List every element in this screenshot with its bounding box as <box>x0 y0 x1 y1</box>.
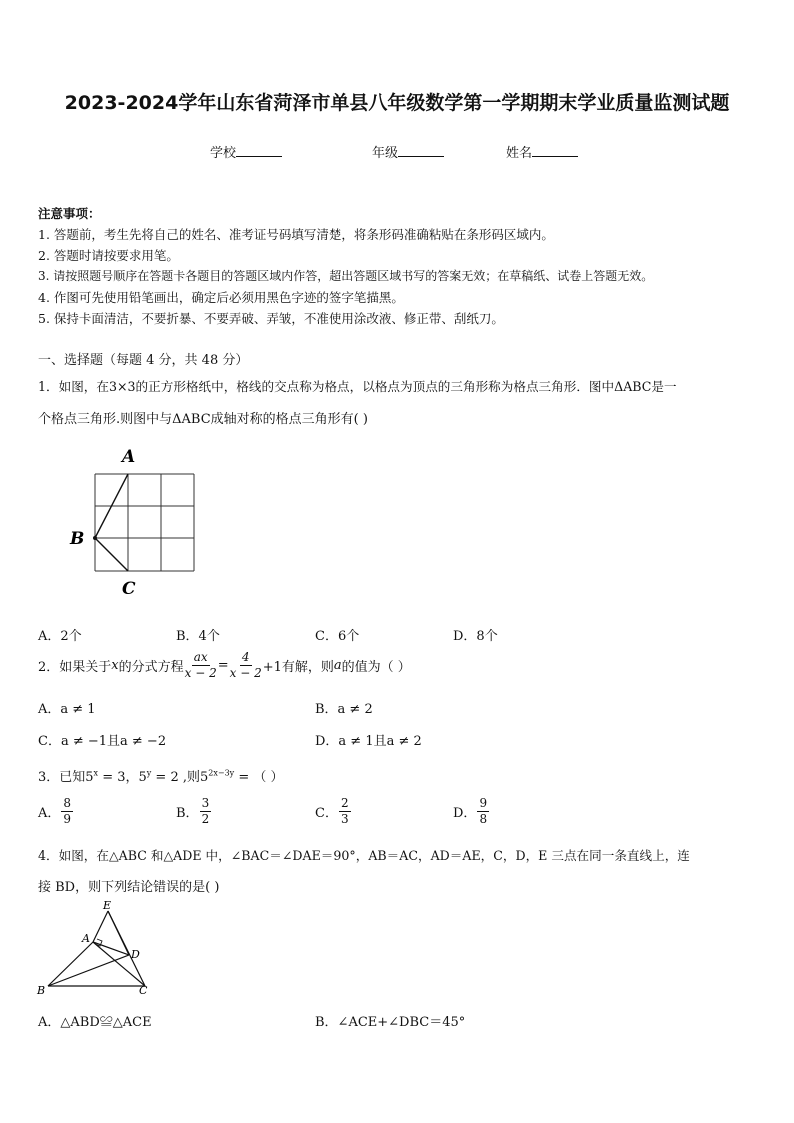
q1-grid-figure <box>60 442 210 602</box>
denominator: 2 <box>201 812 210 826</box>
q1-option-c[interactable]: C．6个 <box>315 629 360 644</box>
notice-item: 4. 作图可先使用铅笔画出，确定后必须用黑色字迹的签字笔描黑。 <box>38 290 404 305</box>
q3-exp1: x <box>93 768 99 778</box>
label-c: C <box>139 984 148 997</box>
notice-item: 5. 保持卡面清洁，不要折暴、不要弄破、弄皱，不准使用涂改液、修正带、刮纸刀。 <box>38 311 504 326</box>
q2-option-d[interactable]: D．a ≠ 1且a ≠ 2 <box>315 734 422 749</box>
q2-text <box>38 650 411 681</box>
q3-option-a[interactable] <box>38 796 74 827</box>
q1-text-line1: 1．如图，在3×3的正方形格纸中，格线的交点称为格点，以格点为顶点的三角形称为格点三角形．图中ΔABC是一 <box>38 379 677 394</box>
q2-fraction-left <box>185 650 217 681</box>
q3-option-a-fraction <box>61 796 73 827</box>
q3-text <box>38 766 283 785</box>
school-field[interactable] <box>210 142 282 161</box>
label-d: D <box>131 948 140 961</box>
q3-option-d[interactable] <box>453 796 490 827</box>
q2-num2: 4 <box>241 650 250 664</box>
q4-text-line1: 4．如图，在△ABC 和△ADE 中，∠BAC＝∠DAE＝90°，AB＝AC，AD＝AE，C，D，E 三点在同一条直线上，连 <box>38 848 690 863</box>
q1-option-a[interactable]: A．2个 <box>38 629 82 644</box>
q3-part4: = （ ） <box>234 770 284 785</box>
q2-var-x: x <box>111 658 119 673</box>
q2-mid: 的分式方程 <box>118 660 184 675</box>
q4-text-line2: 接 BD，则下列结论错误的是( ) <box>38 880 220 895</box>
notice-item: 1. 答题前，考生先将自己的姓名、准考证号码填写清楚，将条形码准确粘贴在条形码区域内。 <box>38 227 554 242</box>
q3-option-b-label: B． <box>176 806 199 821</box>
q3-exp2: y <box>146 768 152 778</box>
q3-option-d-fraction <box>477 796 489 827</box>
q4-triangle-figure <box>34 896 154 1000</box>
denominator: 3 <box>340 812 349 826</box>
denominator: 9 <box>63 812 72 826</box>
label-e: E <box>103 899 112 912</box>
name-label: 姓名 <box>506 146 533 161</box>
q3-option-b[interactable] <box>176 796 212 827</box>
numerator: 9 <box>479 796 488 810</box>
q2-suffix: 的值为（ ） <box>341 660 411 675</box>
section-heading: 一、选择题（每题 4 分，共 48 分） <box>38 353 249 368</box>
q3-option-c[interactable] <box>315 796 352 827</box>
numerator: 3 <box>201 796 210 810</box>
q3-option-d-label: D． <box>453 806 477 821</box>
q1-text-line2: 个格点三角形.则图中与ΔABC成轴对称的格点三角形有( ) <box>38 412 368 427</box>
q3-part3: = 2 ,则5 <box>151 770 209 785</box>
grade-field[interactable] <box>372 142 444 161</box>
q1-option-d[interactable]: D．8个 <box>453 629 498 644</box>
denominator: 8 <box>479 812 488 826</box>
grade-label: 年级 <box>372 146 399 161</box>
q3-part1: 3．已知5 <box>38 770 94 785</box>
label-b: B <box>37 984 46 997</box>
triangle-abc <box>95 474 128 571</box>
numerator: 8 <box>63 796 72 810</box>
numerator: 2 <box>340 796 349 810</box>
q2-prefix: 2．如果关于 <box>38 660 112 675</box>
q2-option-b[interactable]: B．a ≠ 2 <box>315 702 373 717</box>
q3-option-b-fraction <box>200 796 212 827</box>
label-c: C <box>122 579 136 599</box>
page-title: 2023-2024学年山东省菏泽市单县八年级数学第一学期期末学业质量监测试题 <box>64 92 730 114</box>
notice-item: 2. 答题时请按要求用笔。 <box>38 248 179 263</box>
name-field[interactable] <box>506 142 578 161</box>
school-label: 学校 <box>210 146 237 161</box>
point-b <box>93 536 97 540</box>
q4-option-b[interactable]: B．∠ACE+∠DBC＝45° <box>315 1015 466 1030</box>
q2-num1: ax <box>193 650 208 664</box>
notice-item: 3. 请按照题号顺序在答题卡各题目的答题区域内作答，超出答题区域书写的答案无效；在草稿纸、试卷上答题无效。 <box>38 269 654 283</box>
q2-den2: x − 2 <box>229 666 262 680</box>
grade-blank[interactable] <box>398 145 444 157</box>
q3-exp3: 2x−3y <box>208 768 235 778</box>
q2-den1: x − 2 <box>184 666 217 680</box>
q3-option-c-label: C． <box>315 806 338 821</box>
q3-option-c-fraction <box>339 796 351 827</box>
label-b: B <box>70 529 85 549</box>
label-a: A <box>122 447 136 467</box>
q2-var-a: a <box>333 658 342 673</box>
label-a: A <box>82 932 90 945</box>
q3-option-a-label: A． <box>38 806 61 821</box>
q2-option-a[interactable]: A．a ≠ 1 <box>38 702 96 717</box>
name-blank[interactable] <box>532 145 578 157</box>
q2-plus: +1有解，则 <box>262 660 334 675</box>
school-blank[interactable] <box>236 145 282 157</box>
q1-option-b[interactable]: B．4个 <box>176 629 220 644</box>
q3-part2: = 3，5 <box>98 770 147 785</box>
notice-heading: 注意事项： <box>38 206 101 221</box>
grid-lines <box>95 474 194 571</box>
q2-equals: = <box>217 658 229 673</box>
q2-fraction-right <box>230 650 262 681</box>
q2-option-c[interactable]: C．a ≠ −1且a ≠ −2 <box>38 734 167 749</box>
q4-option-a[interactable]: A．△ABD≌△ACE <box>38 1015 152 1030</box>
